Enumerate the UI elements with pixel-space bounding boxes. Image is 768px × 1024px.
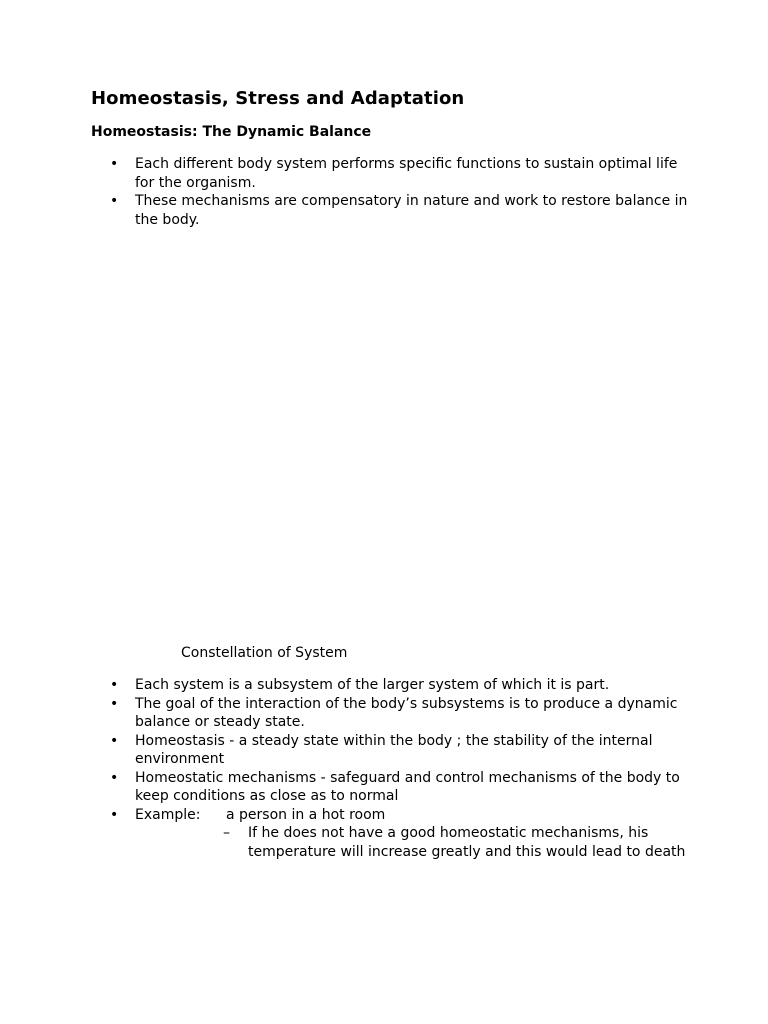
list-item-text: These mechanisms are compensatory in nature and work to restore balance in the body.: [135, 193, 688, 228]
list-item-text: Homeostatic mechanisms - safeguard and control mechanisms of the body to keep conditions as close as to normal: [135, 769, 680, 804]
list-item: [110, 676, 690, 695]
example-label: Example:: [135, 806, 201, 823]
bullet-icon: •: [110, 806, 119, 823]
list-item-text: Each different body system performs specific functions to sustain optimal life for the organism.: [135, 156, 678, 191]
figure-caption: Constellation of System: [181, 645, 348, 661]
example-row: [135, 806, 690, 825]
list-item: [110, 732, 690, 769]
list-item: [110, 769, 690, 806]
example-sub-list: [223, 824, 690, 861]
sub-list-item-text: If he does not have a good homeostatic mechanisms, his temperature will increase greatly and this would lead to death: [248, 825, 686, 860]
bullet-icon: •: [110, 193, 119, 209]
bullet-icon: •: [110, 769, 119, 786]
sub-list-item: [223, 824, 690, 861]
bullet-icon: •: [110, 677, 119, 693]
intro-bullet-list: [110, 155, 690, 229]
list-item-text: Each system is a subsystem of the larger system of which it is part.: [135, 677, 610, 693]
main-bullet-list: [110, 676, 690, 861]
list-item-text: The goal of the interaction of the body’s subsystems is to produce a dynamic balance or steady state.: [135, 695, 678, 730]
bullet-icon: •: [110, 695, 119, 712]
document-title: Homeostasis, Stress and Adaptation: [91, 88, 465, 109]
list-item: [110, 695, 690, 732]
list-item: [110, 192, 690, 229]
list-item-text: Homeostasis - a steady state within the body ; the stability of the internal environment: [135, 732, 653, 767]
section-heading: Homeostasis: The Dynamic Balance: [91, 124, 372, 140]
bullet-icon: •: [110, 732, 119, 749]
example-list-item: [110, 806, 690, 862]
bullet-icon: •: [110, 156, 119, 172]
dash-icon: –: [223, 825, 230, 841]
list-item: [110, 155, 690, 192]
example-text: a person in a hot room: [226, 806, 386, 823]
